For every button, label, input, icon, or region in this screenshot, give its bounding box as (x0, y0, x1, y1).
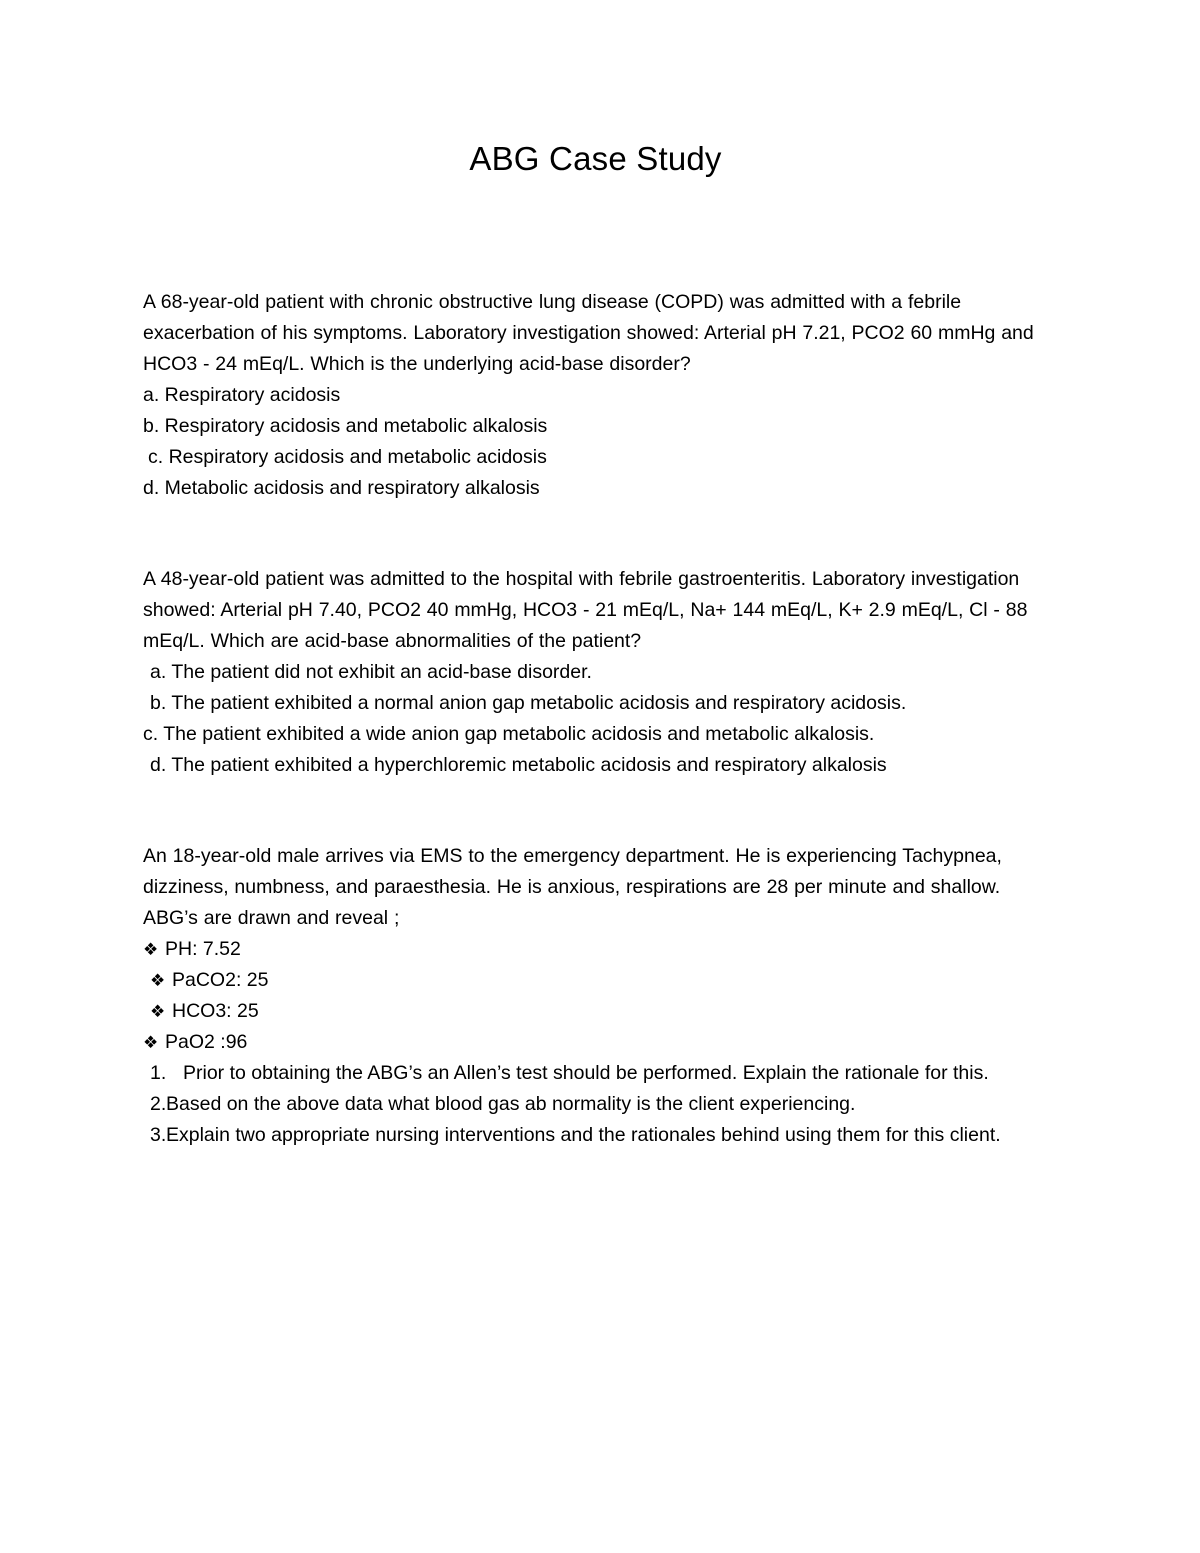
case-3-question-1 (143, 1058, 1048, 1089)
abg-value-ph-text: PH: 7.52 (165, 937, 241, 960)
case-2-stem: A 48-year-old patient was admitted to the hospital with febrile gastroenteritis. Laboratory investigation showed: Arterial pH 7.40, PCO2 40 mmHg, HCO3 - 21 mEq/L, Na+ 144 mEq/L, K+ 2.9 mEq/L, Cl - 88 mEq/L. Which are acid-base abnormalities of the patient? (143, 567, 1028, 652)
case-3-question-1-text: Prior to obtaining the ABG’s an Allen’s test should be performed. Explain the rationale for this. (183, 1061, 989, 1084)
case-3-question-2-text: Based on the above data what blood gas ab normality is the client experiencing. (166, 1092, 856, 1115)
document-body (143, 0, 1048, 1151)
abg-value-paco2-text: PaCO2: 25 (172, 968, 269, 991)
case-2-option-b[interactable]: b. The patient exhibited a normal anion gap metabolic acidosis and respiratory acidosis. (150, 691, 907, 714)
diamond-bullet-icon: ❖ (143, 939, 159, 959)
case-3-question-3-text: Explain two appropriate nursing interventions and the rationales behind using them for this client. (166, 1123, 1001, 1146)
abg-value-hco3 (143, 996, 1048, 1027)
case-1-option-c[interactable]: c. Respiratory acidosis and metabolic acidosis (148, 445, 547, 468)
case-1-stem: A 68-year-old patient with chronic obstructive lung disease (COPD) was admitted with a febrile exacerbation of his symptoms. Laboratory investigation showed: Arterial pH 7.21, PCO2 60 mmHg and HCO3 - 24 mEq/L. Which is the underlying acid-base disorder? (143, 290, 1034, 375)
case-2-option-a[interactable]: a. The patient did not exhibit an acid-base disorder. (150, 660, 592, 683)
case-1-option-b[interactable]: b. Respiratory acidosis and metabolic alkalosis (143, 414, 548, 437)
abg-value-hco3-text: HCO3: 25 (172, 999, 259, 1022)
diamond-bullet-icon: ❖ (143, 1032, 159, 1052)
case-2-option-c[interactable]: c. The patient exhibited a wide anion gap metabolic acidosis and metabolic alkalosis. (143, 722, 875, 745)
page-title: ABG Case Study (469, 140, 722, 177)
case-1-option-d[interactable]: d. Metabolic acidosis and respiratory alkalosis (143, 476, 540, 499)
case-3-question-1-number: 1. (150, 1061, 167, 1084)
case-2-option-d[interactable]: d. The patient exhibited a hyperchloremic metabolic acidosis and respiratory alkalosis (150, 753, 887, 776)
abg-value-ph (143, 934, 1048, 965)
diamond-bullet-icon: ❖ (150, 1001, 166, 1021)
case-3-stem: An 18-year-old male arrives via EMS to the emergency department. He is experiencing Tachypnea, dizziness, numbness, and paraesthesia. He is anxious, respirations are 28 per minute and shallow. ABG’s are drawn and reveal ; (143, 844, 1002, 929)
diamond-bullet-icon: ❖ (150, 970, 166, 990)
abg-value-paco2 (143, 965, 1048, 996)
case-3-question-3 (143, 1120, 1048, 1151)
case-3-question-2 (143, 1089, 1048, 1120)
abg-value-pao2-text: PaO2 :96 (165, 1030, 248, 1053)
case-3-question-3-number: 3. (150, 1123, 167, 1146)
abg-value-pao2 (143, 1027, 1048, 1058)
case-3-question-2-number: 2. (150, 1092, 167, 1115)
case-1-option-a[interactable]: a. Respiratory acidosis (143, 383, 341, 406)
